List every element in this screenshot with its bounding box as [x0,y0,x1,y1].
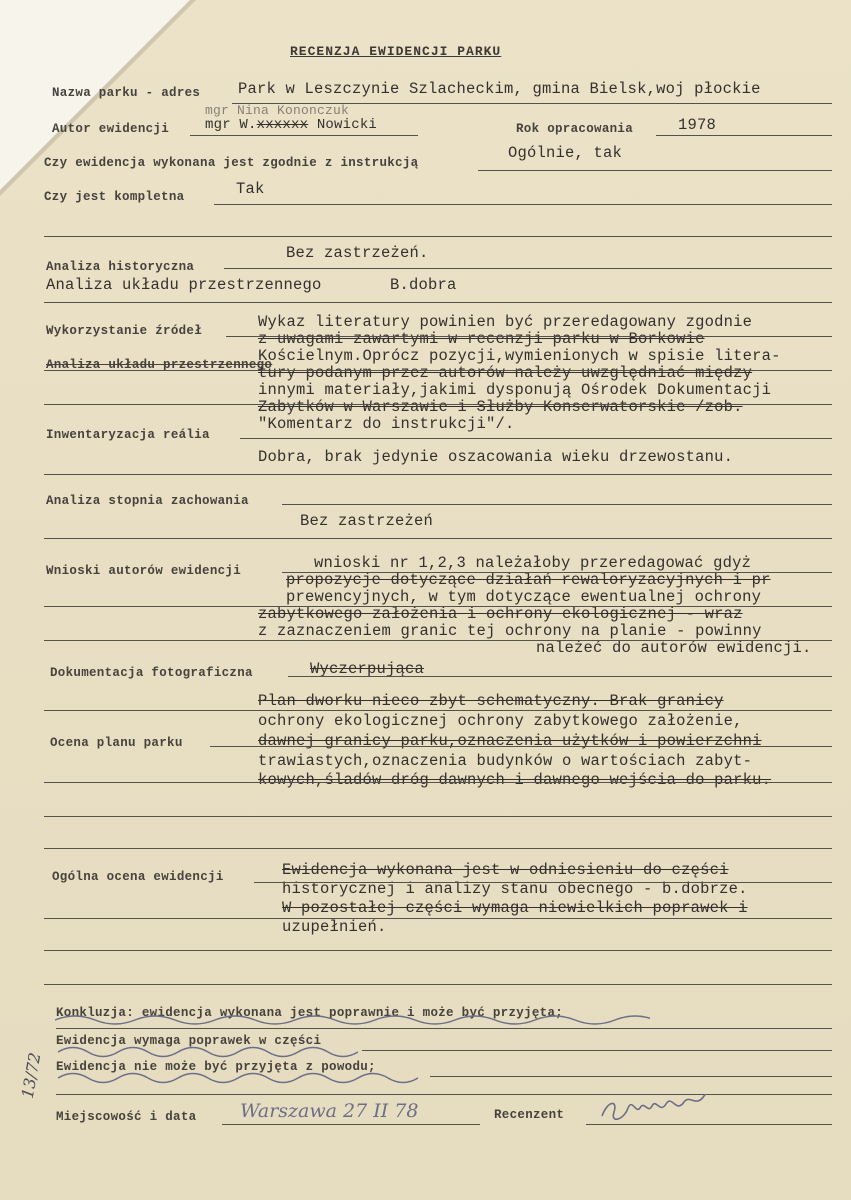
blank-line-6 [44,538,832,539]
conclusions-line-4: zabytkowego założenia i ochrony ekologicznej - wraz [258,605,743,623]
historical-underline [224,268,832,269]
instruction-label: Czy ewidencja wykonana jest zgodnie z instrukcją [44,156,419,170]
blank-line-14 [44,950,832,951]
blank-line-12 [44,848,832,849]
plan-line-2: ochrony ekologicznej ochrony zabytkowego założenie, [258,712,743,730]
overall-line-2: historycznej i analizy stanu obecnego - b.dobrze. [282,880,748,898]
photo-label: Dokumentacja fotograficzna [50,666,253,680]
sources-line-7: "Komentarz do instrukcji"/. [258,415,515,433]
sources-label: Wykorzystanie źródeł [46,324,203,338]
reviewer-underline [586,1124,832,1125]
conclusion-b-underline [362,1050,832,1051]
place-date-underline [222,1124,480,1125]
overall-line-4: uzupełnień. [282,918,387,936]
condition-underline [282,504,832,505]
conclusions-underline [282,572,832,573]
photo-value: Wyczerpująca [310,660,425,678]
authors-underline [190,135,418,136]
year-value: 1978 [678,116,717,134]
blank-line-13 [44,918,832,919]
overall-line-1: Ewidencja wykonana jest w odniesieniu do części [282,861,729,879]
inventory-label: Inwentaryzacja reália [46,428,210,442]
margin-note: 13/72 [17,1051,45,1100]
blank-line-7 [44,606,832,607]
inventory-value: Dobra, brak jedynie oszacowania wieku drzewostanu. [258,448,734,466]
historical-value: Bez zastrzeżeń. [286,244,429,262]
plan-line-4: trawiastych,oznaczenia budynków o wartościach zabyt- [258,752,753,770]
blank-line-11 [44,816,832,817]
place-date-label: Miejscowość i data [56,1110,197,1124]
reviewer-signature [596,1094,736,1126]
park-value: Park w Leszczynie Szlacheckim, gmina Bielsk,woj płockie [238,80,761,98]
conclusion-c-scribble [56,1066,426,1088]
conclusion-b-scribble [56,1040,366,1062]
historical-label: Analiza historyczna [46,260,195,274]
conclusion-c-underline [430,1076,832,1077]
overall-underline [254,882,832,883]
author-1: mgr Nina Kononczuk [205,103,350,118]
plan-underline [210,746,832,747]
conclusion-a-scribble [50,1008,650,1030]
conclusions-line-3: prewencyjnych, w tym dotyczące ewentualnej ochrony [286,588,762,606]
plan-label: Ocena planu parku [50,736,183,750]
conclusion-b: Ewidencja wymaga poprawek w części [56,1034,322,1048]
park-label: Nazwa parku - adres [52,86,201,100]
complete-label: Czy jest kompletna [44,190,185,204]
sources-line-4: tury podanym przez autorów należy uwzględniać między [258,364,753,382]
conclusions-line-2: propozycje dotyczące działań rewaloryzacyjnych i pr [286,571,771,589]
place-date-value: Warszawa 27 II 78 [240,1100,419,1122]
blank-line-10 [44,782,832,783]
blank-line-9 [44,710,832,711]
sources-line-5: innymi materiały,jakimi dysponują Ośrodek Dokumentacji [258,381,772,399]
blank-line-5 [44,474,832,475]
reviewer-label: Recenzent [494,1108,565,1122]
authors-label: Autor ewidencji [52,122,170,136]
conclusions-line-6: należeć do autorów ewidencji. [536,639,812,657]
condition-label: Analiza stopnia zachowania [46,494,249,508]
inventory-underline [240,438,832,439]
overall-label: Ogólna ocena ewidencji [52,870,224,884]
author-2 [205,117,377,133]
author-2-initial: mgr W. [205,117,257,133]
year-underline [656,135,832,136]
sources-line-1: Wykaz literatury powinien być przeredagowany zgodnie [258,313,753,331]
spatial-value: B.dobra [390,276,457,294]
spatial-typed-label: Analiza układu przestrzennego [46,276,322,294]
author-2-struck: xxxxxx [256,117,309,133]
condition-value: Bez zastrzeżeń [300,512,434,530]
sources-line-2: z uwagami zawartymi w recenzji parku w Borkowie [258,330,705,348]
blank-line-4 [44,404,832,405]
sources-line-3: Kościelnym.Oprócz pozycji,wymienionych w spisie litera- [258,347,781,365]
overall-line-3: W pozostałej części wymaga niewielkich poprawek i [282,899,748,917]
sources-line-6: Zabytków w Warszawie i Służby Konserwatorskie /zob. [258,398,743,416]
blank-line-8 [44,640,832,641]
blank-line-3 [44,370,832,371]
year-label: Rok opracowania [516,122,634,136]
conclusions-label: Wnioski autorów ewidencji [46,564,242,578]
conclusions-line-5: z zaznaczeniem granic tej ochrony na planie - powinny [258,622,762,640]
instruction-underline [478,170,832,171]
blank-line-2 [44,302,832,303]
blank-line-1 [44,236,832,237]
photo-underline [288,676,832,677]
conclusion-c: Ewidencja nie może być przyjęta z powodu; [56,1060,376,1074]
plan-line-3: dawnej granicy parku,oznaczenia użytków i powierzchni [258,732,762,750]
author-2-surname: Nowicki [316,117,378,133]
document-title: RECENZJA EWIDENCJI PARKU [290,44,502,59]
blank-line-15 [44,984,832,985]
spatial-label-struck: Analiza układu przestrzennego [46,358,273,372]
instruction-value: Ogólnie, tak [508,144,623,162]
conclusion-a: Konkluzja: ewidencja wykonana jest poprawnie i może być przyjęta; [56,1006,564,1020]
complete-underline [214,204,832,205]
blank-line-16 [56,1028,832,1029]
plan-line-5: kowych,śladów dróg dawnych i dawnego wejścia do parku. [258,771,772,789]
plan-line-1: Plan dworku nieco zbyt schematyczny. Brak granicy [258,692,724,710]
complete-value: Tak [236,180,265,198]
sources-underline [226,336,832,337]
conclusions-line-1: wnioski nr 1,2,3 należałoby przeredagować gdyż [314,554,752,572]
